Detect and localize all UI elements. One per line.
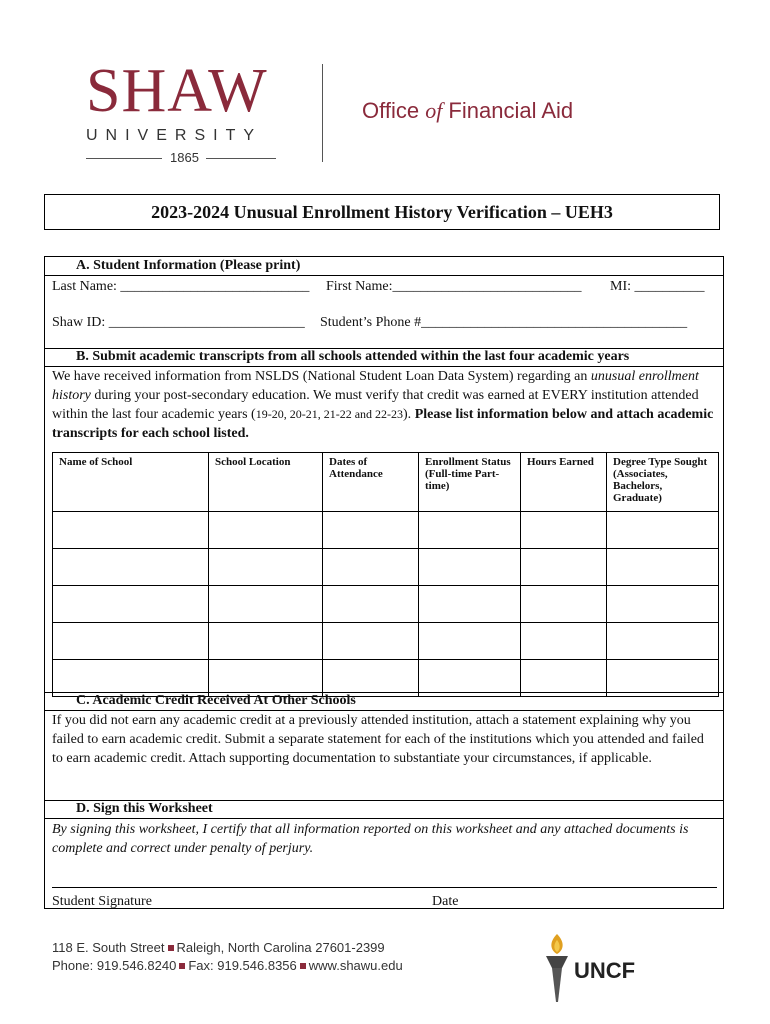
table-cell[interactable] — [419, 586, 521, 623]
footer-address: 118 E. South Street Raleigh, North Carolina 27601-2399 — [52, 940, 385, 955]
student-phone-field[interactable]: Student’s Phone #______________________________________ — [320, 315, 688, 330]
table-cell[interactable] — [607, 623, 719, 660]
shaw-logo-year: 1865 — [170, 150, 199, 165]
table-cell[interactable] — [53, 586, 209, 623]
section-a-heading: A. Student Information (Please print) — [76, 258, 301, 273]
last-name-field[interactable]: Last Name: ___________________________ — [52, 279, 310, 294]
table-cell[interactable] — [209, 512, 323, 549]
table-cell[interactable] — [607, 586, 719, 623]
table-cell[interactable] — [53, 660, 209, 697]
table-cell[interactable] — [419, 549, 521, 586]
table-row — [53, 549, 719, 586]
separator-square-icon — [179, 963, 185, 969]
table-cell[interactable] — [607, 549, 719, 586]
section-c-body: If you did not earn any academic credit at a previously attended institution, attach a statement explaining why you failed to earn academic credit. Submit a separate statement for each of the institutions which you attended and failed to earn academic credit. Attach supporting documentation to substantiate your circumstances, if applicable. — [52, 713, 704, 766]
table-cell[interactable] — [209, 549, 323, 586]
schools-table — [52, 452, 719, 697]
section-d-body: By signing this worksheet, I certify that all information reported on this worksheet and any attached documents is complete and correct under penalty of perjury. — [52, 822, 689, 856]
separator-square-icon — [168, 945, 174, 951]
signature-line[interactable] — [52, 887, 717, 888]
table-cell[interactable] — [419, 623, 521, 660]
table-cell[interactable] — [209, 660, 323, 697]
table-header-row — [53, 453, 719, 512]
shaw-id-field[interactable]: Shaw ID: ____________________________ — [52, 315, 305, 330]
section-b-instructions: We have received information from NSLDS (National Student Loan Data System) regarding an unusual enrollment history during your post-secondary education. We must verify that credit was earned at EVERY institution attended within the last four academic years (19-20, 20-21, 21-22 and 22-23). Please list information below and attach academic transcripts for each school listed. — [52, 369, 714, 441]
logo-rule-left — [86, 158, 162, 159]
footer-contact: Phone: 919.546.8240 Fax: 919.546.8356 www.shawu.edu — [52, 958, 403, 973]
table-row — [53, 586, 719, 623]
form-title: 2023-2024 Unusual Enrollment History Verification – UEH3 — [44, 194, 720, 230]
table-cell[interactable] — [209, 586, 323, 623]
table-cell[interactable] — [419, 660, 521, 697]
logo-rule-right — [206, 158, 276, 159]
table-cell[interactable] — [419, 512, 521, 549]
office-title: Office of Financial Aid — [362, 98, 574, 123]
table-cell[interactable] — [521, 586, 607, 623]
col-header: Hours Earned — [521, 453, 607, 512]
middle-initial-field[interactable]: MI: __________ — [610, 279, 705, 294]
table-cell[interactable] — [521, 512, 607, 549]
first-name-field[interactable]: First Name:___________________________ — [326, 279, 582, 294]
separator-square-icon — [300, 963, 306, 969]
table-cell[interactable] — [521, 623, 607, 660]
uncf-logo-text: UNCF — [574, 958, 636, 983]
table-cell[interactable] — [607, 660, 719, 697]
header-divider — [322, 64, 323, 162]
table-cell[interactable] — [323, 549, 419, 586]
table-cell[interactable] — [323, 586, 419, 623]
table-cell[interactable] — [323, 660, 419, 697]
table-cell[interactable] — [53, 549, 209, 586]
shaw-logo-name: SHAW — [86, 57, 268, 125]
col-header: Name of School — [53, 453, 209, 512]
divider-a — [44, 275, 724, 276]
table-cell[interactable] — [521, 549, 607, 586]
date-label: Date — [432, 894, 459, 909]
shaw-logo-university: UNIVERSITY — [86, 127, 263, 144]
table-cell[interactable] — [323, 512, 419, 549]
table-row — [53, 660, 719, 697]
table-row — [53, 512, 719, 549]
col-header: School Location — [209, 453, 323, 512]
table-cell[interactable] — [209, 623, 323, 660]
table-cell[interactable] — [53, 512, 209, 549]
table-row — [53, 623, 719, 660]
table-cell[interactable] — [521, 660, 607, 697]
col-header: Degree Type Sought (Associates, Bachelors, Graduate) — [607, 453, 719, 512]
col-header: Enrollment Status (Full-time Part-time) — [419, 453, 521, 512]
table-cell[interactable] — [53, 623, 209, 660]
student-signature-label: Student Signature — [52, 894, 152, 909]
section-c-heading: C. Academic Credit Received At Other Schools — [76, 693, 356, 708]
table-cell[interactable] — [607, 512, 719, 549]
section-b-heading: B. Submit academic transcripts from all schools attended within the last four academic years — [76, 349, 630, 364]
col-header: Dates of Attendance — [323, 453, 419, 512]
section-d-heading: D. Sign this Worksheet — [76, 801, 213, 816]
divider-d — [44, 818, 724, 819]
uncf-torch-icon — [540, 932, 574, 1004]
table-cell[interactable] — [323, 623, 419, 660]
